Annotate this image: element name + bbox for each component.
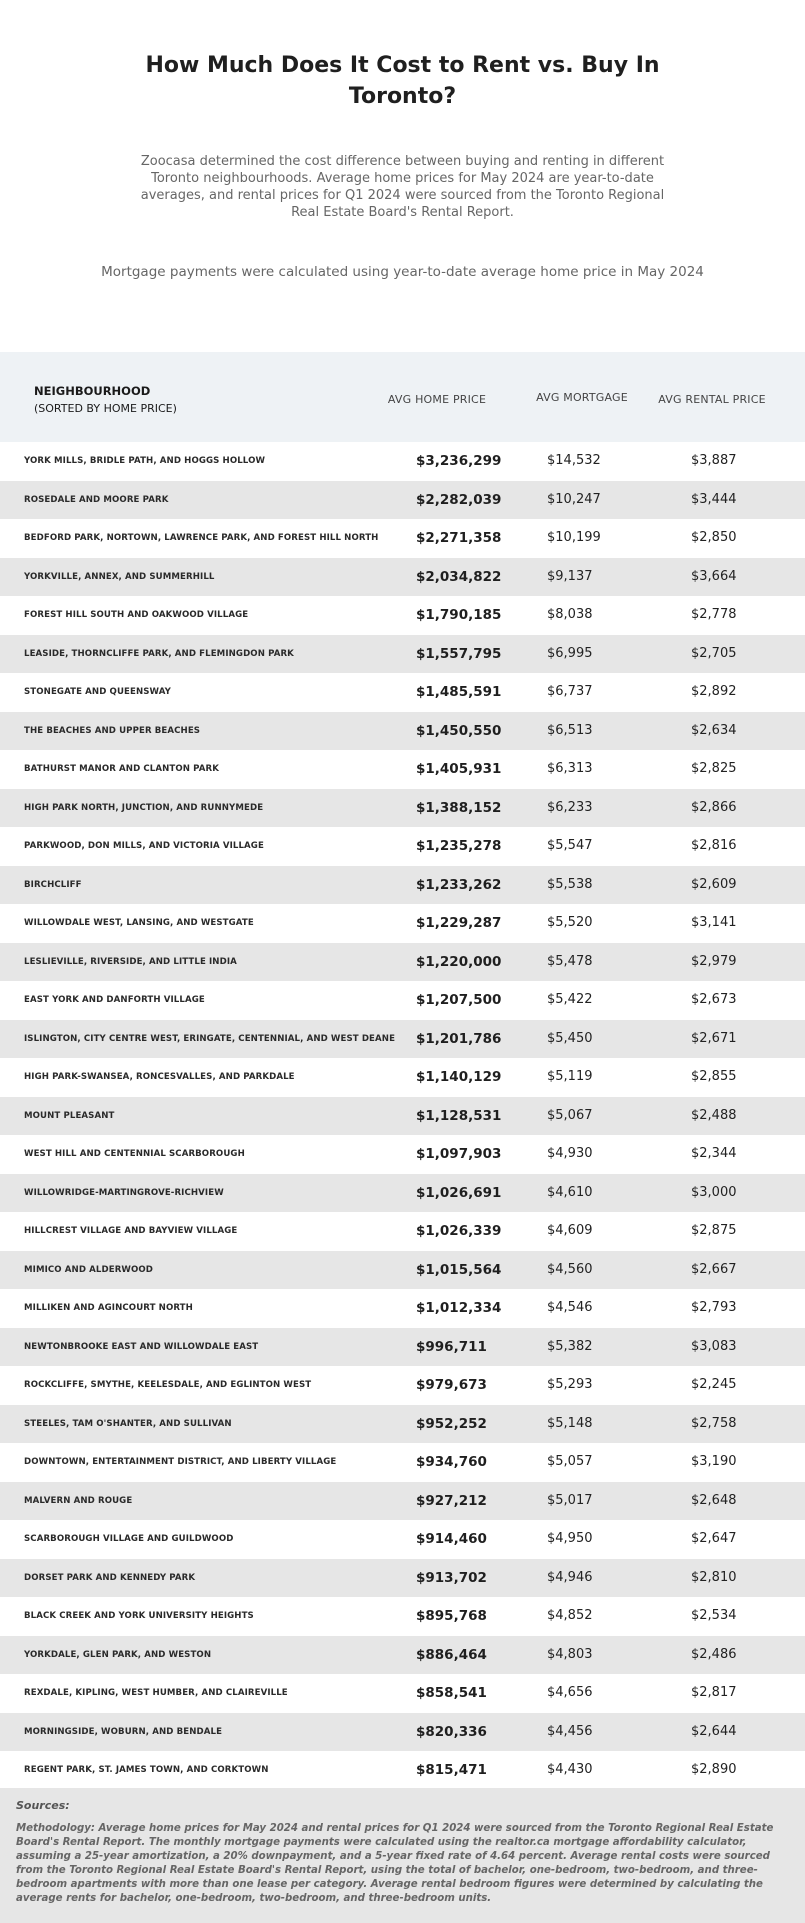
mortgage-note: Mortgage payments were calculated using year-to-date average home price in May 2024 — [101, 264, 704, 280]
rent-cell: $2,647 — [691, 1531, 737, 1546]
home-price-cell: $820,336 — [416, 1723, 487, 1740]
neighbourhood-cell: HIGH PARK NORTH, JUNCTION, AND RUNNYMEDE — [24, 802, 264, 813]
rent-cell: $2,609 — [691, 876, 737, 892]
neighbourhood-cell: MALVERN AND ROUGE — [24, 1495, 133, 1506]
rent-cell: $3,887 — [691, 453, 737, 468]
home-price-cell: $1,450,550 — [416, 722, 502, 739]
table-header — [0, 352, 805, 442]
avg-rental-price-header: AVG RENTAL PRICE — [658, 393, 766, 406]
mortgage-cell: $4,546 — [547, 1300, 593, 1315]
home-price-cell: $1,012,334 — [416, 1300, 502, 1316]
rent-cell: $2,892 — [691, 684, 737, 699]
rent-cell: $2,875 — [691, 1223, 737, 1238]
home-price-cell: $1,097,903 — [416, 1146, 502, 1162]
home-price-cell: $1,207,500 — [416, 992, 502, 1008]
mortgage-cell: $6,995 — [547, 645, 593, 661]
neighbourhood-cell: MILLIKEN AND AGINCOURT NORTH — [24, 1303, 193, 1313]
table-row — [0, 596, 805, 635]
home-price-cell: $1,140,129 — [416, 1069, 502, 1085]
neighbourhood-cell: BEDFORD PARK, NORTOWN, LAWRENCE PARK, AND FOREST HILL NORTH — [24, 533, 379, 543]
table-row — [0, 712, 805, 751]
mortgage-cell: $6,313 — [547, 761, 593, 776]
mortgage-cell: $4,803 — [547, 1646, 593, 1662]
neighbourhood-cell: DORSET PARK AND KENNEDY PARK — [24, 1572, 196, 1583]
table-row — [0, 1174, 805, 1213]
mortgage-cell: $9,137 — [547, 568, 593, 584]
mortgage-cell: $6,233 — [547, 799, 593, 815]
neighbourhood-cell: YORKVILLE, ANNEX, AND SUMMERHILL — [24, 571, 215, 582]
table-row — [0, 1751, 805, 1790]
mortgage-cell: $5,057 — [547, 1454, 593, 1469]
neighbourhood-cell: ROCKCLIFFE, SMYTHE, KEELESDALE, AND EGLINTON WEST — [24, 1380, 312, 1390]
home-price-cell: $1,405,931 — [416, 761, 502, 777]
neighbourhood-cell: WILLOWDALE WEST, LANSING, AND WESTGATE — [24, 918, 254, 928]
mortgage-cell: $4,609 — [547, 1223, 593, 1238]
table-row — [0, 1443, 805, 1482]
home-price-cell: $2,271,358 — [416, 530, 502, 546]
table-row — [0, 1520, 805, 1559]
neighbourhood-cell: MOUNT PLEASANT — [24, 1110, 115, 1121]
mortgage-cell: $4,656 — [547, 1685, 593, 1700]
rent-cell: $3,083 — [691, 1338, 737, 1354]
mortgage-cell: $4,930 — [547, 1146, 593, 1161]
rent-cell: $2,778 — [691, 607, 737, 622]
mortgage-cell: $10,247 — [547, 491, 601, 507]
home-price-cell: $1,026,339 — [416, 1223, 502, 1239]
rent-cell: $3,190 — [691, 1454, 737, 1469]
rent-cell: $2,855 — [691, 1069, 737, 1084]
rent-cell: $3,664 — [691, 568, 737, 584]
rent-cell: $2,667 — [691, 1261, 737, 1277]
home-price-cell: $927,212 — [416, 1492, 487, 1509]
home-price-cell: $2,034,822 — [416, 568, 502, 585]
intro-paragraph: Zoocasa determined the cost difference between buying and renting in different Toronto neighbourhoods. Average home prices for May 2024 are year-to-date averages, and rental prices for Q1 2024 were sourced from the Toronto Regional Real Estate Board's Rental Report. — [140, 154, 665, 220]
table-row — [0, 1405, 805, 1444]
neighbourhood-cell: NEWTONBROOKE EAST AND WILLOWDALE EAST — [24, 1341, 259, 1352]
mortgage-cell: $5,520 — [547, 915, 593, 930]
home-price-cell: $1,388,152 — [416, 799, 502, 816]
home-price-cell: $1,220,000 — [416, 953, 502, 970]
rent-cell: $2,488 — [691, 1107, 737, 1123]
table-row — [0, 1251, 805, 1290]
mortgage-cell: $8,038 — [547, 607, 593, 622]
neighbourhood-cell: THE BEACHES AND UPPER BEACHES — [24, 725, 201, 736]
rent-cell: $2,793 — [691, 1300, 737, 1315]
neighbourhood-cell: BATHURST MANOR AND CLANTON PARK — [24, 764, 220, 774]
table-row — [0, 1289, 805, 1328]
home-price-cell: $1,233,262 — [416, 876, 502, 893]
table-row — [0, 673, 805, 712]
neighbourhood-cell: STEELES, TAM O'SHANTER, AND SULLIVAN — [24, 1418, 232, 1429]
home-price-cell: $952,252 — [416, 1415, 487, 1432]
neighbourhood-cell: REGENT PARK, ST. JAMES TOWN, AND CORKTOWN — [24, 1765, 269, 1775]
table-row — [0, 1713, 805, 1752]
table-row — [0, 442, 805, 481]
mortgage-cell: $6,737 — [547, 684, 593, 699]
table-row — [0, 558, 805, 597]
neighbourhood-cell: WILLOWRIDGE-MARTINGROVE-RICHVIEW — [24, 1187, 224, 1198]
neighbourhood-cell: EAST YORK AND DANFORTH VILLAGE — [24, 995, 205, 1005]
table-row — [0, 1674, 805, 1713]
home-price-cell: $1,026,691 — [416, 1184, 502, 1201]
mortgage-cell: $6,513 — [547, 722, 593, 738]
home-price-cell: $996,711 — [416, 1338, 487, 1355]
home-price-cell: $1,015,564 — [416, 1261, 502, 1278]
neighbourhood-cell: WEST HILL AND CENTENNIAL SCARBOROUGH — [24, 1149, 245, 1159]
home-price-cell: $914,460 — [416, 1531, 487, 1547]
home-price-cell: $2,282,039 — [416, 491, 502, 508]
mortgage-cell: $5,067 — [547, 1107, 593, 1123]
home-price-cell: $3,236,299 — [416, 453, 502, 469]
mortgage-cell: $5,450 — [547, 1030, 593, 1046]
mortgage-cell: $4,560 — [547, 1261, 593, 1277]
neighbourhood-cell: STONEGATE AND QUEENSWAY — [24, 687, 171, 697]
sources-section — [0, 1788, 805, 1923]
home-price-cell: $886,464 — [416, 1646, 487, 1663]
neighbourhood-cell: HILLCREST VILLAGE AND BAYVIEW VILLAGE — [24, 1226, 238, 1236]
home-price-cell: $1,790,185 — [416, 607, 502, 623]
table-row — [0, 866, 805, 905]
home-price-cell: $1,235,278 — [416, 838, 502, 854]
neighbourhood-cell: BLACK CREEK AND YORK UNIVERSITY HEIGHTS — [24, 1611, 254, 1621]
table-row — [0, 827, 805, 866]
mortgage-cell: $5,538 — [547, 876, 593, 892]
neighbourhood-cell: DOWNTOWN, ENTERTAINMENT DISTRICT, AND LIBERTY VILLAGE — [24, 1457, 337, 1467]
neighbourhood-cell: YORK MILLS, BRIDLE PATH, AND HOGGS HOLLOW — [24, 456, 266, 466]
sources-label: Sources: — [16, 1799, 70, 1812]
neighbourhood-cell: FOREST HILL SOUTH AND OAKWOOD VILLAGE — [24, 610, 249, 620]
neighbourhood-cell: ROSEDALE AND MOORE PARK — [24, 494, 169, 505]
rent-cell: $3,444 — [691, 491, 737, 507]
home-price-cell: $858,541 — [416, 1685, 487, 1701]
home-price-cell: $934,760 — [416, 1454, 487, 1470]
neighbourhood-header — [34, 383, 177, 417]
mortgage-cell: $5,382 — [547, 1338, 593, 1354]
neighbourhood-header-label: NEIGHBOURHOOD — [34, 384, 151, 398]
rent-cell: $2,810 — [691, 1569, 737, 1585]
home-price-cell: $895,768 — [416, 1608, 487, 1624]
avg-home-price-header: AVG HOME PRICE — [387, 393, 487, 406]
table-row — [0, 1597, 805, 1636]
neighbourhood-cell: REXDALE, KIPLING, WEST HUMBER, AND CLAIREVILLE — [24, 1688, 288, 1698]
mortgage-cell: $5,478 — [547, 953, 593, 969]
mortgage-cell: $5,547 — [547, 838, 593, 853]
rent-cell: $2,758 — [691, 1415, 737, 1431]
mortgage-cell: $4,610 — [547, 1184, 593, 1200]
table-row — [0, 789, 805, 828]
rent-cell: $2,344 — [691, 1146, 737, 1161]
table-body — [0, 442, 805, 1790]
home-price-cell: $1,229,287 — [416, 915, 502, 931]
neighbourhood-cell: YORKDALE, GLEN PARK, AND WESTON — [24, 1649, 212, 1660]
table-row — [0, 1366, 805, 1405]
mortgage-cell: $5,148 — [547, 1415, 593, 1431]
neighbourhood-cell: MORNINGSIDE, WOBURN, AND BENDALE — [24, 1726, 223, 1737]
rent-cell: $2,979 — [691, 953, 737, 969]
rent-cell: $2,825 — [691, 761, 737, 776]
rent-cell: $2,245 — [691, 1377, 737, 1392]
table-row — [0, 1212, 805, 1251]
table-row — [0, 1097, 805, 1136]
table-row — [0, 1058, 805, 1097]
mortgage-cell: $5,293 — [547, 1377, 593, 1392]
neighbourhood-cell: MIMICO AND ALDERWOOD — [24, 1264, 154, 1275]
neighbourhood-cell: LESLIEVILLE, RIVERSIDE, AND LITTLE INDIA — [24, 956, 237, 967]
rent-cell: $2,705 — [691, 645, 737, 661]
table-row — [0, 1559, 805, 1598]
neighbourhood-cell: HIGH PARK-SWANSEA, RONCESVALLES, AND PARKDALE — [24, 1072, 295, 1082]
home-price-cell: $1,485,591 — [416, 684, 502, 700]
rent-cell: $2,671 — [691, 1030, 737, 1046]
rent-cell: $2,644 — [691, 1723, 737, 1739]
mortgage-cell: $4,950 — [547, 1531, 593, 1546]
rent-cell: $2,816 — [691, 838, 737, 853]
mortgage-cell: $4,946 — [547, 1569, 593, 1585]
rent-cell: $2,648 — [691, 1492, 737, 1508]
table-row — [0, 904, 805, 943]
methodology-text: Methodology: Average home prices for May 2024 and rental prices for Q1 2024 were sourced from the Toronto Regional Real Estate Board's Rental Report. The monthly mortgage payments were calculated using the realtor.ca mortgage affordability calculator, assuming a 25-year amortization, a 20% downpayment, and a 5-year fixed rate of 4.64 percent. Average rental costs were sourced from the Toronto Regional Real Estate Board's Rental Report, using the total of bachelor, one-bedroom, two-bedroom, and three-bedroom apartments with more than one lease per category. Average rental bedroom figures were determined by calculating the average rents for bachelor, one-bedroom, two-bedroom, and three-bedroom units. — [16, 1823, 774, 1904]
rent-cell: $2,486 — [691, 1646, 737, 1662]
page-title: How Much Does It Cost to Rent vs. Buy In Toronto? — [145, 53, 660, 109]
rent-cell: $2,850 — [691, 530, 737, 545]
sort-note: (SORTED BY HOME PRICE) — [34, 402, 177, 415]
rent-cell: $2,890 — [691, 1762, 737, 1777]
rent-cell: $3,141 — [691, 915, 737, 930]
mortgage-cell: $5,119 — [547, 1069, 593, 1084]
mortgage-cell: $5,017 — [547, 1492, 593, 1508]
home-price-cell: $913,702 — [416, 1569, 487, 1586]
table-row — [0, 1636, 805, 1675]
neighbourhood-cell: PARKWOOD, DON MILLS, AND VICTORIA VILLAGE — [24, 841, 264, 851]
home-price-cell: $1,201,786 — [416, 1030, 502, 1047]
home-price-cell: $1,128,531 — [416, 1107, 502, 1124]
home-price-cell: $979,673 — [416, 1377, 487, 1393]
neighbourhood-cell: BIRCHCLIFF — [24, 879, 82, 890]
rent-cell: $2,817 — [691, 1685, 737, 1700]
table-row — [0, 481, 805, 520]
table-row — [0, 519, 805, 558]
table-row — [0, 635, 805, 674]
table-row — [0, 1020, 805, 1059]
table-row — [0, 1328, 805, 1367]
neighbourhood-cell: LEASIDE, THORNCLIFFE PARK, AND FLEMINGDON PARK — [24, 648, 294, 659]
mortgage-cell: $4,456 — [547, 1723, 593, 1739]
rent-cell: $2,534 — [691, 1608, 737, 1623]
rent-cell: $2,634 — [691, 722, 737, 738]
mortgage-cell: $14,532 — [547, 453, 601, 468]
mortgage-cell: $5,422 — [547, 992, 593, 1007]
neighbourhood-cell: SCARBOROUGH VILLAGE AND GUILDWOOD — [24, 1534, 234, 1544]
table-row — [0, 1135, 805, 1174]
rent-cell: $2,673 — [691, 992, 737, 1007]
table-row — [0, 750, 805, 789]
avg-mortgage-header: AVG MORTGAGE — [536, 391, 628, 404]
home-price-cell: $815,471 — [416, 1762, 487, 1778]
rent-cell: $2,866 — [691, 799, 737, 815]
mortgage-cell: $4,852 — [547, 1608, 593, 1623]
neighbourhood-cell: ISLINGTON, CITY CENTRE WEST, ERINGATE, CENTENNIAL, AND WEST DEANE — [24, 1033, 396, 1044]
mortgage-cell: $4,430 — [547, 1762, 593, 1777]
table-row — [0, 943, 805, 982]
mortgage-cell: $10,199 — [547, 530, 601, 545]
home-price-cell: $1,557,795 — [416, 645, 502, 662]
rent-cell: $3,000 — [691, 1184, 737, 1200]
table-row — [0, 1482, 805, 1521]
table-row — [0, 981, 805, 1020]
